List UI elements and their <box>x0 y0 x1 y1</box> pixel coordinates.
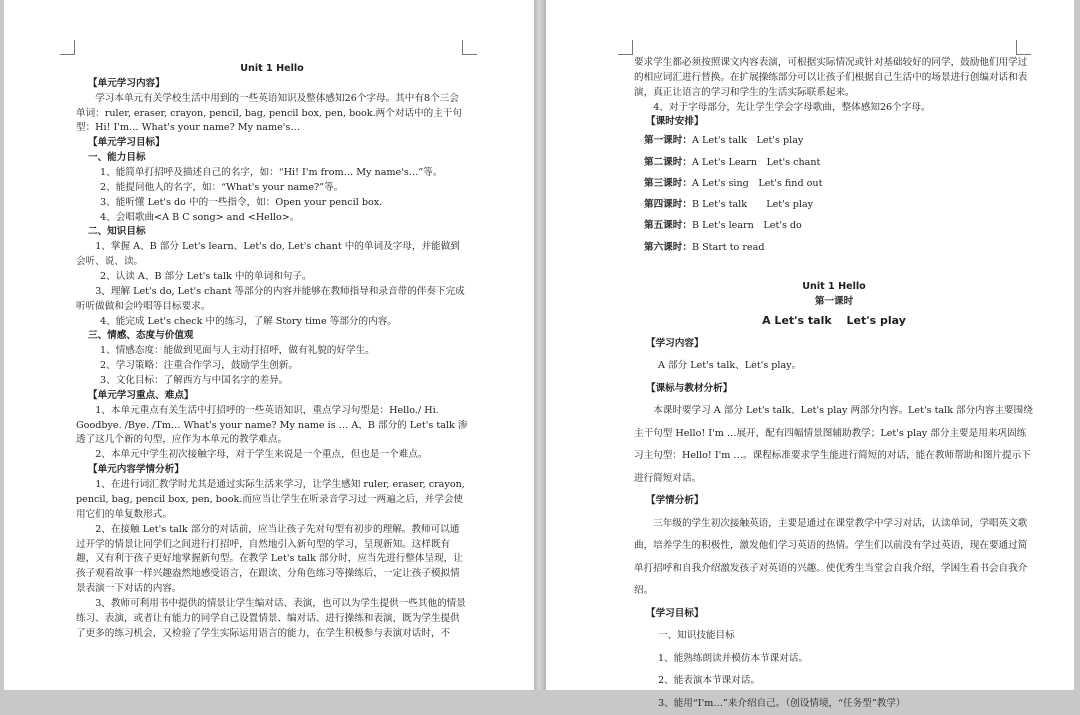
paragraph: 4、能完成 Let's check 中的练习，了解 Story time 等部分的内容。 <box>100 315 397 327</box>
schedule-period-label: 第五课时： <box>644 220 692 232</box>
document-page-left <box>4 0 534 690</box>
lesson-unit-title: Unit 1 Hello <box>802 281 866 293</box>
paragraph: 2、学习策略：注重合作学习，鼓励学生创新。 <box>100 360 298 372</box>
paragraph: 2、能表演本节课对话。 <box>658 675 761 687</box>
schedule-period-label: 第六课时： <box>644 241 692 253</box>
paragraph: 2、认读 A、B 部分 Let's talk 中的单词和句子。 <box>100 271 312 283</box>
left-page-blocks <box>76 77 468 642</box>
section-heading: 【单元学习目标】 <box>88 137 165 149</box>
schedule-row <box>644 173 1034 194</box>
schedule-row <box>644 130 1034 151</box>
paragraph: 1、在进行词汇教学时尤其是通过实际生活来学习，让学生感知 ruler, eraser, crayon, pencil, bag, pencil box, pen, book.而应当让学生在听录音学习过一两遍之后，并学会使用它们的单复数形式。 <box>76 479 465 520</box>
section-heading: 【学情分析】 <box>646 495 704 507</box>
paragraph: 本课时要学习 A 部分 Let's talk、Let's play 两部分内容。Let's talk 部分内容主要围绕主干句型 Hello! I'm …展开，配有四幅情景图辅助教学；Let's play 部分主要是用来巩固练习主句型：Hello! I'm …。课程标准要求学生能进行简短的对话，能在教师帮助和图片提示下进行简短对话。 <box>634 405 1033 484</box>
paragraph: A 部分 Let's talk、Let's play。 <box>658 360 802 372</box>
paragraph: 3、能听懂 Let's do 中的一些指令，如：Open your pencil box. <box>100 196 383 208</box>
paragraph: 4、会唱歌曲<A B C song> and <Hello>。 <box>100 211 300 223</box>
schedule-period-label: 第一课时： <box>644 135 692 147</box>
document-page-right <box>546 0 1074 709</box>
schedule-period-content: B Start to read <box>691 241 765 253</box>
paragraph: 3、文化目标：了解西方与中国名字的差异。 <box>100 375 289 387</box>
right-page-intro <box>634 56 1034 130</box>
crop-mark-top-left <box>60 40 75 55</box>
paragraph: 4、对于字母部分，先让学生学会字母歌曲，整体感知26个字母。 <box>653 101 931 113</box>
paragraph: 1、情感态度：能做到见面与人主动打招呼，做有礼貌的好学生。 <box>100 345 375 357</box>
section-heading: 【学习目标】 <box>646 607 704 619</box>
paragraph: 3、教师可利用书中提供的情景让学生编对话、表演，也可以为学生提供一些其他的情景练习、表演，或者让有能力的同学自己设置情景、编对话、进行操练和表演，既为学生提供了更多的练习机会，又检验了学生实际运用语言的能力，在学生积极参与表演对话时，不 <box>76 597 466 639</box>
lesson-blocks <box>634 333 1034 715</box>
unit-title: Unit 1 Hello <box>240 63 304 74</box>
subsection-heading: 二、知识目标 <box>88 226 146 238</box>
schedule-period-content: A Let's sing Let's find out <box>691 177 823 189</box>
schedule-period-content: B Let's talk Let's play <box>691 199 814 211</box>
page-gutter <box>534 0 546 690</box>
schedule-period-label: 第二课时： <box>644 156 692 168</box>
schedule-row <box>644 152 1034 173</box>
paragraph: 1、能简单打招呼及描述自己的名字，如：“Hi! I'm from… My name's…”等。 <box>100 167 443 179</box>
schedule-period-label: 第四课时： <box>644 199 692 211</box>
paragraph: 2、能提问他人的名字，如：“What's your name?”等。 <box>100 181 344 193</box>
paragraph: 学习本单元有关学校生活中用到的一些英语知识及整体感知26个字母。其中有8个三会单词：ruler, eraser, crayon, pencil, bag, pencil box, pen, book.两个对话中的主干句型：Hi! I'm… What's your name? My name's… <box>76 92 462 134</box>
paragraph: 1、能熟练朗读并模仿本节课对话。 <box>658 652 809 664</box>
schedule-period-content: B Let's learn Let's do <box>691 220 802 232</box>
schedule-period-content: A Let's Learn Let's chant <box>691 156 821 168</box>
lesson-schedule <box>634 130 1034 258</box>
section-heading: 【单元学习重点、难点】 <box>88 389 194 401</box>
subsection-heading: 一、能力目标 <box>88 152 146 164</box>
subsection-heading: 三、情感、态度与价值观 <box>88 330 194 342</box>
paragraph: 1、掌握 A、B 部分 Let's learn、Let's do, Let's chant 中的单词及字母，并能做到会听、说、读。 <box>76 241 460 268</box>
section-heading: 【单元学习内容】 <box>88 77 165 89</box>
schedule-row <box>644 194 1034 215</box>
schedule-period-label: 第三课时： <box>644 177 692 189</box>
paragraph: 3、理解 Let's do, Let's chant 等部分的内容并能够在教师指导和录音带的伴奏下完成听听做做和会吟唱等目标要求。 <box>76 285 465 312</box>
left-page-content <box>76 62 468 642</box>
paragraph: 1、本单元重点有关生活中打招呼的一些英语知识，重点学习句型是：Hello./ Hi. Goodbye. /Bye. /Tm… What's your name? My name is … A、B 部分的 Let's talk 渗透了这几个新的句型，应作为本单元的教学难点。 <box>76 404 468 446</box>
section-heading: 【单元内容学情分析】 <box>88 464 184 476</box>
schedule-row <box>644 237 1034 258</box>
paragraph: 2、在接触 Let's talk 部分的对话前，应当让孩子先对句型有初步的理解。教师可以通过开学的情景让同学们之间进行打招呼，自然地引入新句型的学习，呈现新知。这样既有趣，又有利于孩子更好地掌握新句型。在教学 Let's talk 部分时，应当先进行整体呈现，让孩子观看故事一样兴趣盎然地感受语言，在跟读、分角色练习等操练后，一定让孩子模拟情景表演一下对话的内容。 <box>76 523 463 595</box>
section-heading: 【课时安排】 <box>646 116 704 128</box>
schedule-period-content: A Let's talk Let's play <box>691 135 804 147</box>
section-heading: 【学习内容】 <box>646 337 704 349</box>
crop-mark-top-left <box>618 40 633 55</box>
paragraph: 三年级的学生初次接触英语，主要是通过在课堂教学中学习对话，认读单词，学唱英文歌曲，培养学生的积极性，激发他们学习英语的热情。学生们以前没有学过英语，现在要通过简单打招呼和自我介绍激发孩子对英语的兴趣。使优秀生当堂会自我介绍，学困生看书会自我介绍。 <box>634 517 1028 597</box>
paragraph: 2、本单元中学生初次接触字母，对于学生来说是一个重点，但也是一个难点。 <box>95 449 428 461</box>
section-heading: 【课标与教材分析】 <box>646 382 733 394</box>
crop-mark-top-right <box>462 40 477 55</box>
schedule-row <box>644 215 1034 236</box>
paragraph: 要求学生都必须按照课文内容表演，可根据实际情况或针对基础较好的同学，鼓励他们用学过的相应词汇进行替换。在扩展操练部分可以让孩子们根据自己生活中的场景进行创编对话和表演，真正让语言的学习和学生的生活实际联系起来。 <box>634 57 1028 98</box>
crop-mark-top-right <box>1016 40 1031 55</box>
right-page-content <box>634 56 1034 715</box>
paragraph: 3、能用“I'm…”来介绍自己。（创设情境，“任务型”教学） <box>658 697 906 709</box>
paragraph: 一、知识技能目标 <box>658 630 735 642</box>
lesson-topic: A Let's talk Let's play <box>762 313 906 327</box>
lesson-period: 第一课时 <box>814 295 854 307</box>
